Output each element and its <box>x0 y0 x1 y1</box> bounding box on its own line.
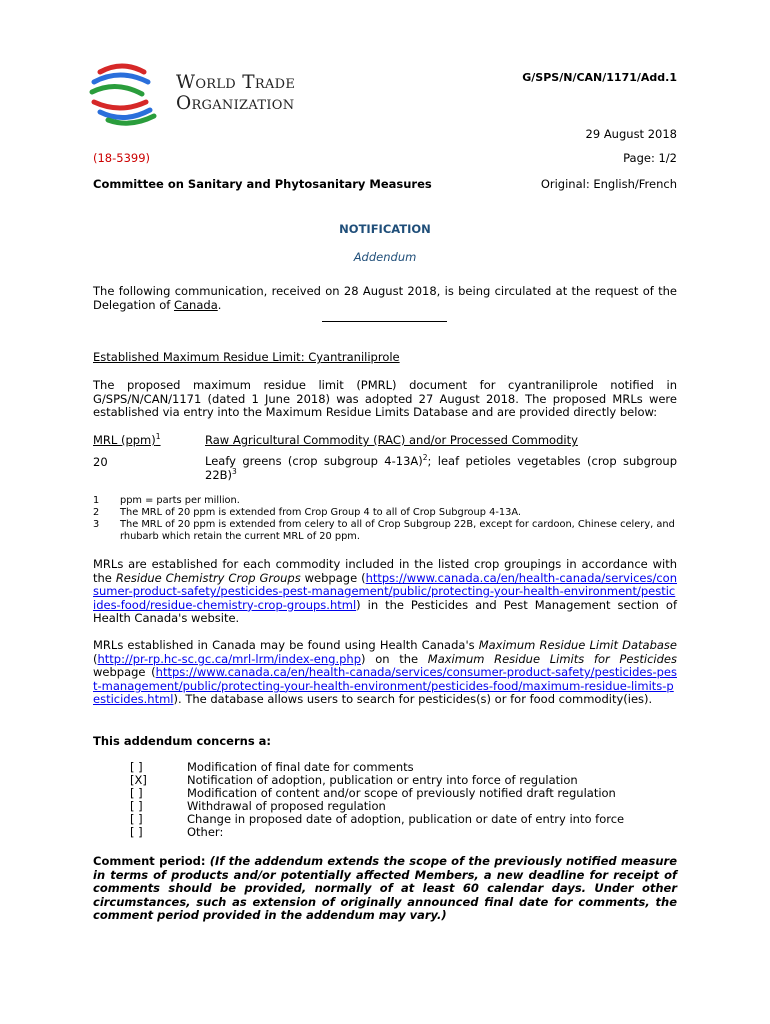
paragraph-text: webpage ( <box>93 665 156 680</box>
comment-period-label: Comment period: <box>93 854 206 868</box>
commodity-text-a: Leafy greens (crop subgroup 4-13A) <box>205 454 423 468</box>
footnote-text: The MRL of 20 ppm is extended from celery to all of Crop Subgroup 22B, except for cardoon, Chinese celery, and rhubarb which retain the current MRL of 20 ppm. <box>120 519 675 542</box>
database-link[interactable]: http://pr-rp.hc-sc.gc.ca/mrl-lrm/index-eng.php <box>97 651 362 666</box>
footnote-number: 1 <box>93 495 100 506</box>
pesticides-page-title: Maximum Residue Limits for Pesticides <box>427 651 677 666</box>
checkbox[interactable]: [ ] <box>130 760 143 774</box>
paragraph-text: ( <box>93 651 98 666</box>
wto-logo <box>86 58 336 128</box>
footnote-ref-1: 1 <box>155 432 161 442</box>
crop-groups-title: Residue Chemistry Crop Groups <box>115 570 301 585</box>
org-name-line2: Organization <box>176 93 295 114</box>
paragraph-text: ). The database allows users to search for pesticides(s) or for food commodity(ies). <box>173 692 653 707</box>
paragraph-text: webpage ( <box>300 570 366 585</box>
section-heading: Established Maximum Residue Limit: Cyantraniliprole <box>93 350 400 364</box>
checkbox-checked[interactable]: [X] <box>130 773 147 787</box>
original-language: Original: English/French <box>540 177 677 191</box>
paragraph-text: MRLs established in Canada may be found using Health Canada's <box>93 638 479 652</box>
crop-groups-link[interactable]: https://www.canada.ca/en/health-canada/services/consumer-product-safety/pesticides-pest-management/public/protecting-your-health-environment/pesticides-food/residue-chemistry-crop-groups.html <box>93 570 677 612</box>
committee-name: Committee on Sanitary and Phytosanitary Measures <box>93 177 432 191</box>
org-name-line1: World Trade <box>176 72 296 93</box>
addendum-subtitle: Addendum <box>353 250 417 264</box>
mrl-column-header <box>93 433 161 447</box>
checkbox[interactable]: [ ] <box>130 786 143 800</box>
paragraph-text: ) on the <box>361 651 428 666</box>
footnote <box>93 519 677 543</box>
intro-text: The following communication, received on 28 August 2018, is being circulated at the request of the Delegation of <box>93 284 677 312</box>
notification-title: NOTIFICATION <box>339 222 431 236</box>
org-name <box>176 72 295 114</box>
checkbox[interactable]: [ ] <box>130 812 143 826</box>
intro-end: . <box>217 297 222 312</box>
footnote <box>93 495 677 507</box>
checkbox[interactable]: [ ] <box>130 825 143 839</box>
wto-emblem-icon <box>86 58 166 128</box>
document-reference: (18-5399) <box>93 151 151 165</box>
footnote <box>93 507 677 519</box>
footnote-number: 3 <box>93 519 100 530</box>
option-label: Change in proposed date of adoption, publication or date of entry into force <box>187 812 625 826</box>
comment-period-text: (If the addendum extends the scope of the previously notified measure in terms of products and/or potentially affected Members, a new deadline for receipt of comments should be provided, normally of at least 60 calendar days. Under other circumstances, such as extension of originally announced final date for comments, the comment period provided in the addendum may vary.) <box>93 854 677 923</box>
pesticides-page-link[interactable]: https://www.canada.ca/en/health-canada/services/consumer-product-safety/pesticides-pest-management/public/protecting-your-health-environment/pesticides-food/maximum-residue-limits-pesticides.html <box>93 665 677 707</box>
intro-paragraph <box>93 285 677 312</box>
comment-period <box>93 855 677 923</box>
separator-line <box>322 321 447 322</box>
footnote-number: 2 <box>93 507 100 518</box>
document-symbol: G/SPS/N/CAN/1171/Add.1 <box>522 71 677 84</box>
commodity-value <box>205 455 677 482</box>
crop-groups-paragraph <box>93 558 677 626</box>
database-paragraph <box>93 639 677 707</box>
option-label: Other: <box>187 825 224 839</box>
option-label: Notification of adoption, publication or entry into force of regulation <box>187 773 578 787</box>
mrl-header-text: MRL (ppm) <box>93 433 156 447</box>
paragraph-text: MRLs are established for each commodity included in the listed crop groupings in accordance with the <box>93 557 677 585</box>
footnote-ref-2: 2 <box>422 453 428 463</box>
option-label: Modification of final date for comments <box>187 760 414 774</box>
commodity-text-b: ; leaf petioles vegetables (crop subgroup 22B) <box>205 454 677 482</box>
concern-option[interactable] <box>130 826 690 839</box>
checkbox[interactable]: [ ] <box>130 799 143 813</box>
database-title: Maximum Residue Limit Database <box>478 638 677 652</box>
document-date: 29 August 2018 <box>585 127 677 141</box>
commodity-column-header: Raw Agricultural Commodity (RAC) and/or Processed Commodity <box>205 433 578 447</box>
footnote-text: The MRL of 20 ppm is extended from Crop Group 4 to all of Crop Subgroup 4-13A. <box>120 507 521 518</box>
country-name: Canada <box>173 297 218 312</box>
option-label: Withdrawal of proposed regulation <box>187 799 386 813</box>
mrl-value: 20 <box>93 455 108 469</box>
concerns-heading: This addendum concerns a: <box>93 734 272 748</box>
footnote-text: ppm = parts per million. <box>120 495 240 506</box>
page-number: Page: 1/2 <box>623 151 677 165</box>
paragraph-text: ) in the Pesticides and Pest Management section of Health Canada's website. <box>93 597 677 626</box>
section-body: The proposed maximum residue limit (PMRL) document for cyantraniliprole notified in G/SPS/N/CAN/1171 (dated 1 June 2018) was adopted 27 August 2018. The proposed MRLs were established via entry into the Maximum Residue Limits Database and are provided directly below: <box>93 378 677 420</box>
option-label: Modification of content and/or scope of previously notified draft regulation <box>187 786 616 800</box>
footnote-ref-3: 3 <box>232 466 237 476</box>
